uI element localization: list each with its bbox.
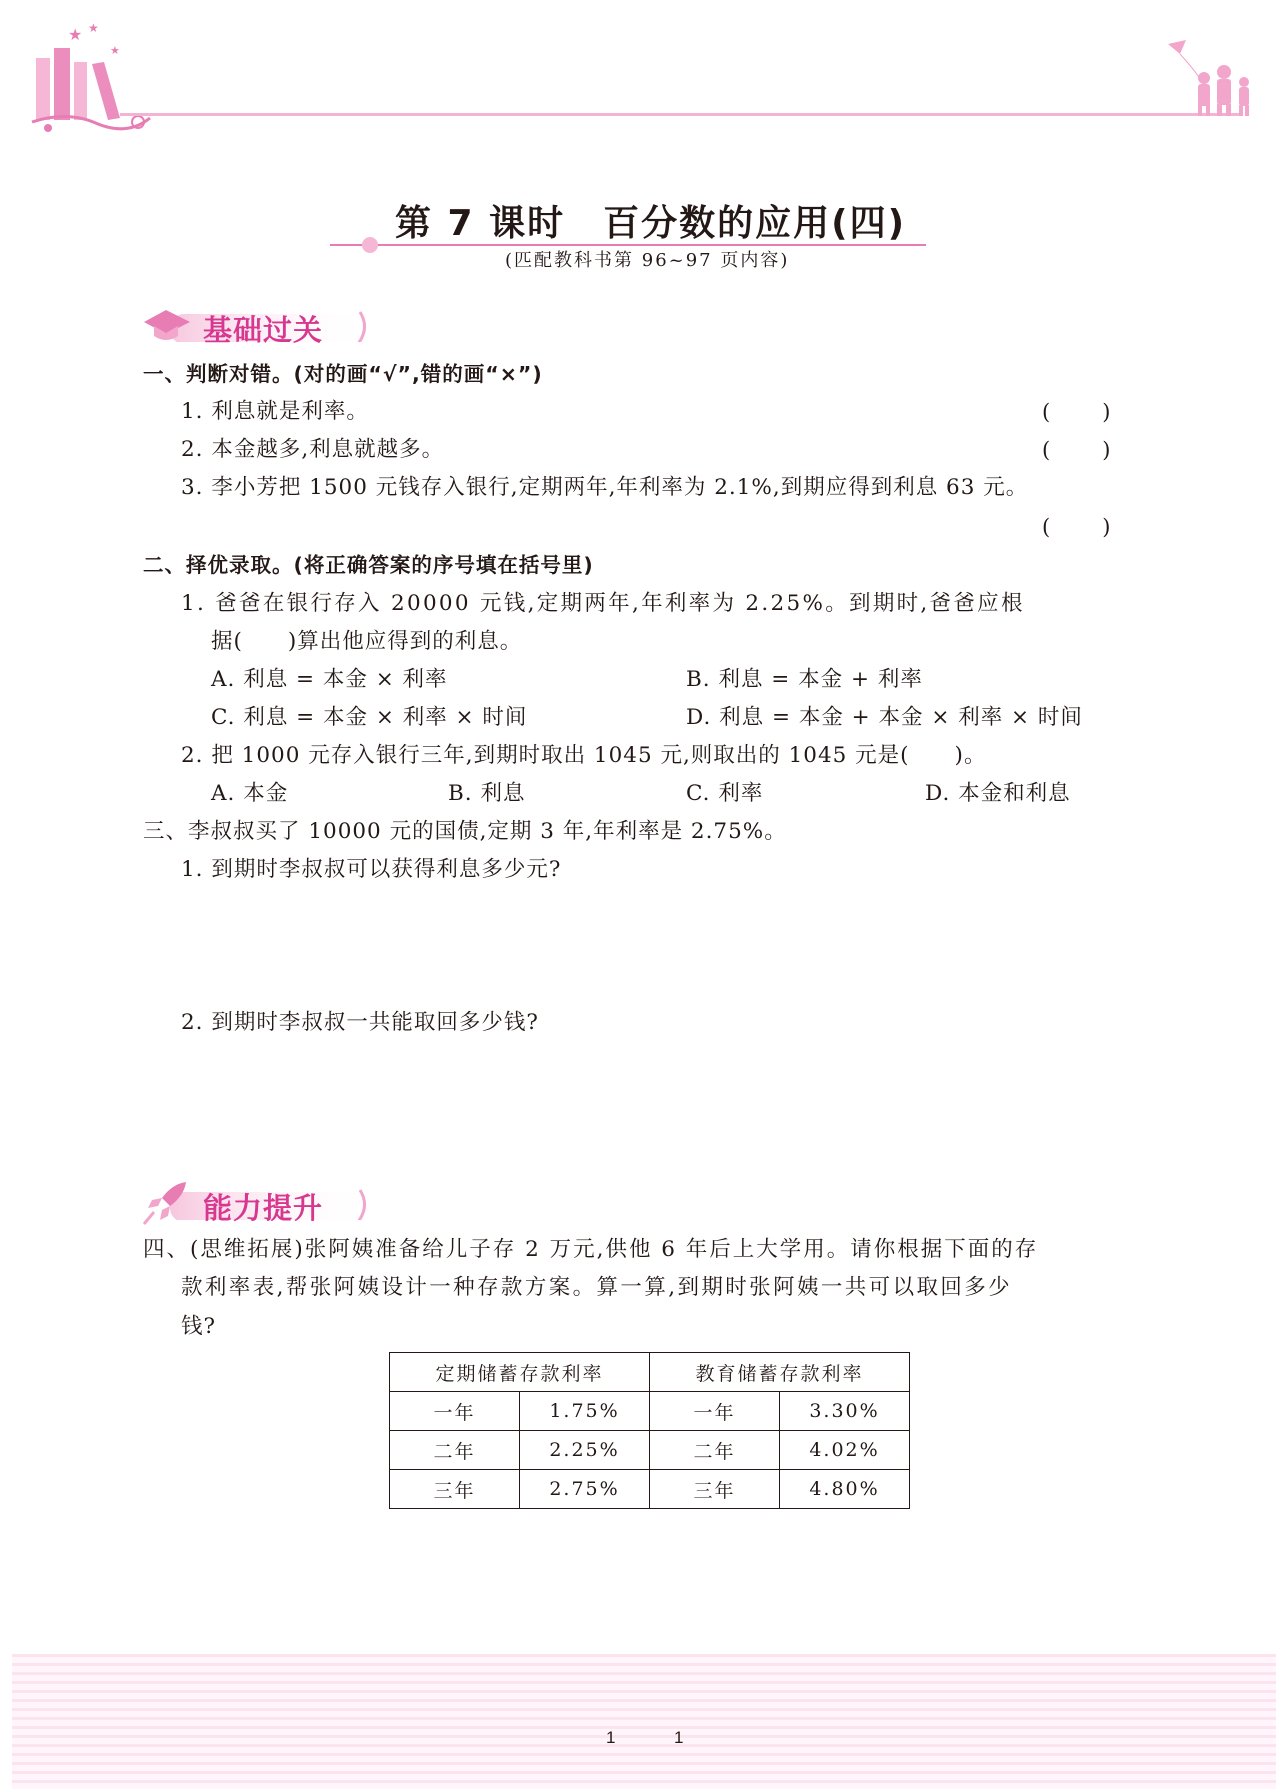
table-cell: 2.75% <box>520 1470 650 1509</box>
table-cell: 2.25% <box>520 1431 650 1470</box>
table-cell: 三年 <box>650 1470 780 1509</box>
option-a: A. 利息 = 本金 × 利率 <box>211 667 448 692</box>
q3-item-2: 2. 到期时李叔叔一共能取回多少钱? <box>181 1010 539 1035</box>
answer-blank[interactable]: ( ) <box>1042 515 1111 539</box>
option-a: A. 本金 <box>211 781 289 806</box>
answer-blank[interactable]: ( ) <box>1042 400 1111 424</box>
q1-item-3: 3. 李小芳把 1500 元钱存入银行,定期两年,年利率为 2.1%,到期应得到利息 63 元。 <box>181 475 1029 500</box>
children-kite-icon <box>1160 36 1255 118</box>
table-row <box>390 1392 910 1431</box>
option-c: C. 利率 <box>686 781 764 806</box>
option-c: C. 利息 = 本金 × 利率 × 时间 <box>211 705 528 730</box>
q1-item-1: 1. 利息就是利率。 <box>181 399 369 424</box>
q2-item-1-line-1: 1. 爸爸在银行存入 20000 元钱,定期两年,年利率为 2.25%。到期时,爸爸应根 <box>181 591 1025 616</box>
table-cell: 三年 <box>390 1470 520 1509</box>
page-subtitle: (匹配教科书第 96~97 页内容) <box>505 250 790 271</box>
q3-item-1: 1. 到期时李叔叔可以获得利息多少元? <box>181 857 562 882</box>
table-cell: 一年 <box>390 1392 520 1431</box>
q2-heading: 二、择优录取。(将正确答案的序号填在括号里) <box>143 553 594 577</box>
option-d: D. 本金和利息 <box>925 781 1071 806</box>
section-title-basic: 基础过关 <box>203 313 324 347</box>
answer-blank[interactable]: ( ) <box>1042 438 1111 462</box>
rocket-icon <box>142 1178 192 1226</box>
page-number: 1 <box>606 1728 616 1747</box>
q2-item-1-line-2: 据( )算出他应得到的利息。 <box>211 629 523 654</box>
svg-text:★: ★ <box>68 25 83 44</box>
table-cell: 二年 <box>390 1431 520 1470</box>
table-header-row <box>390 1353 910 1392</box>
interest-rate-table <box>389 1352 910 1509</box>
table-row <box>390 1470 910 1509</box>
section-title-advanced: 能力提升 <box>203 1191 324 1225</box>
table-cell: 1.75% <box>520 1392 650 1431</box>
footer-band <box>12 1654 1276 1789</box>
table-cell: 4.02% <box>780 1431 910 1470</box>
table-cell: 二年 <box>650 1431 780 1470</box>
svg-text:★: ★ <box>110 44 120 57</box>
table-row <box>390 1431 910 1470</box>
table-header: 教育储蓄存款利率 <box>650 1353 910 1392</box>
q4-line-3: 钱? <box>181 1314 217 1339</box>
graduation-cap-icon <box>142 306 192 346</box>
option-b: B. 利息 = 本金 + 利率 <box>686 667 923 692</box>
q4-line-1: 四、(思维拓展)张阿姨准备给儿子存 2 万元,供他 6 年后上大学用。请你根据下面的存 <box>143 1237 1039 1262</box>
table-header: 定期储蓄存款利率 <box>390 1353 650 1392</box>
q4-line-2: 款利率表,帮张阿姨设计一种存款方案。算一算,到期时张阿姨一共可以取回多少 <box>181 1275 1013 1300</box>
page-number: 1 <box>674 1728 684 1747</box>
books-flower-icon <box>28 18 158 136</box>
q2-item-2: 2. 把 1000 元存入银行三年,到期时取出 1045 元,则取出的 1045 元是( )。 <box>181 743 987 768</box>
page-title: 第 7 课时 百分数的应用(四) <box>395 203 907 244</box>
option-b: B. 利息 <box>448 781 526 806</box>
header-rule <box>120 113 1240 116</box>
title-dot <box>362 237 378 253</box>
table-cell: 4.80% <box>780 1470 910 1509</box>
q1-item-2: 2. 本金越多,利息就越多。 <box>181 437 445 462</box>
svg-text:★: ★ <box>88 21 99 35</box>
table-cell: 3.30% <box>780 1392 910 1431</box>
q1-heading: 一、判断对错。(对的画“√”,错的画“×”) <box>143 362 543 386</box>
option-d: D. 利息 = 本金 + 本金 × 利率 × 时间 <box>686 705 1083 730</box>
q3-heading: 三、李叔叔买了 10000 元的国债,定期 3 年,年利率是 2.75%。 <box>143 819 787 844</box>
table-cell: 一年 <box>650 1392 780 1431</box>
